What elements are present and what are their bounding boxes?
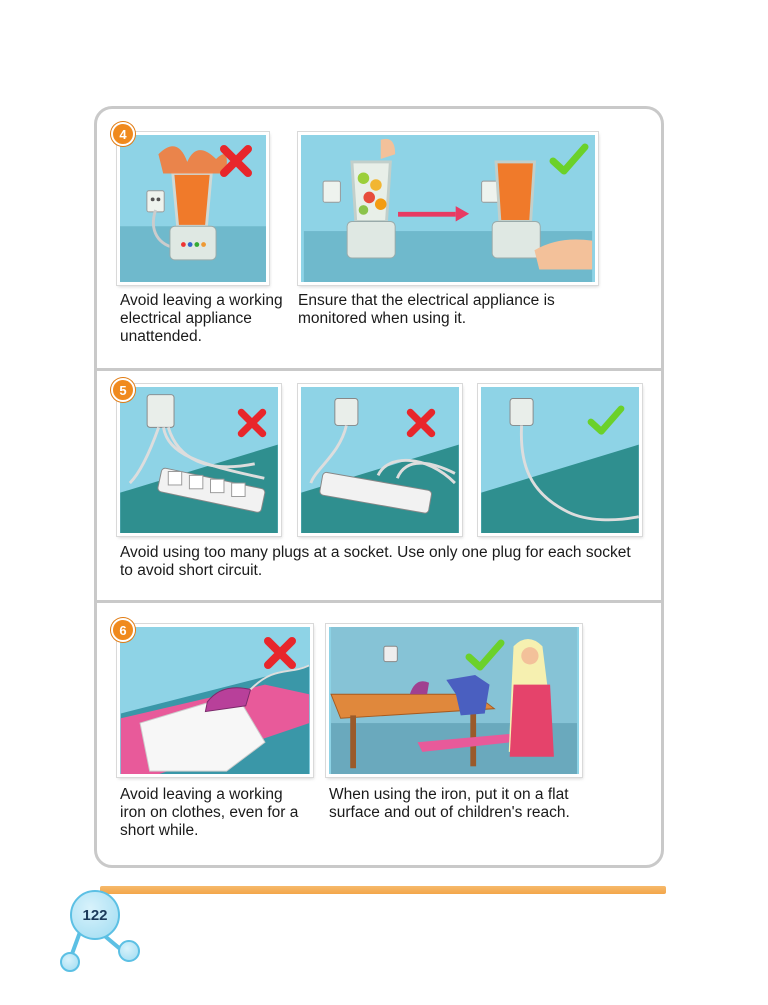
caption-avoid-unattended: Avoid leaving a working electrical appliance unattended. bbox=[120, 292, 283, 345]
illustration-extension-plugs bbox=[298, 384, 462, 536]
illustration-single-plug bbox=[478, 384, 642, 536]
caption-avoid-iron-on-clothes: Avoid leaving a working iron on clothes, even for a short while. bbox=[120, 786, 299, 839]
page-number: 122 bbox=[70, 890, 120, 940]
illustration-blender-unattended bbox=[117, 132, 269, 285]
caption-plugs-socket: Avoid using too many plugs at a socket. Use only one plug for each socket to avoid short circuit. bbox=[120, 544, 631, 579]
illustration-iron-safe-table bbox=[326, 624, 582, 777]
section-divider bbox=[94, 368, 664, 371]
footer-bar bbox=[100, 886, 666, 894]
tick-icon bbox=[465, 639, 505, 673]
section-number-4: 4 bbox=[111, 122, 135, 146]
molecule-bubble bbox=[118, 940, 140, 962]
caption-iron-flat-surface: When using the iron, put it on a flat surface and out of children's reach. bbox=[329, 786, 570, 821]
cross-icon bbox=[236, 407, 268, 439]
cross-icon bbox=[218, 143, 254, 179]
section-number-5: 5 bbox=[111, 378, 135, 402]
tick-icon bbox=[587, 405, 625, 437]
cross-icon bbox=[405, 407, 437, 439]
tick-icon bbox=[549, 143, 589, 177]
cross-icon bbox=[262, 635, 298, 671]
caption-ensure-monitored: Ensure that the electrical appliance is monitored when using it. bbox=[298, 292, 555, 327]
molecule-bubble bbox=[60, 952, 80, 972]
illustration-blender-monitored bbox=[298, 132, 598, 285]
illustration-overloaded-socket bbox=[117, 384, 281, 536]
section-number-6: 6 bbox=[111, 618, 135, 642]
section-divider bbox=[94, 600, 664, 603]
illustration-iron-on-clothes bbox=[117, 624, 313, 777]
